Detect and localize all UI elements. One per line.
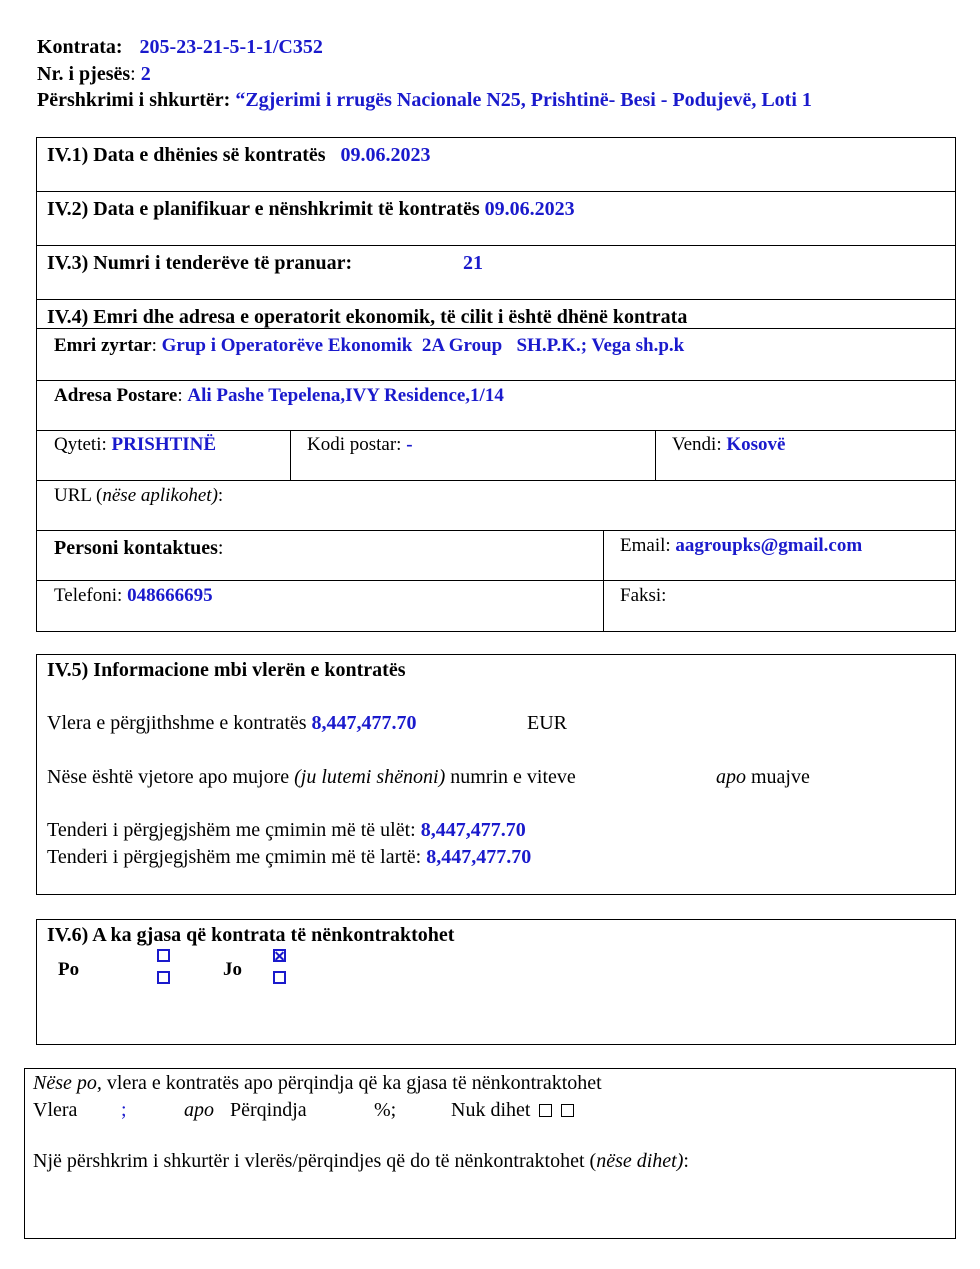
total-value: 8,447,477.70 bbox=[311, 712, 417, 734]
description-value: “Zgjerimi i rrugës Nacionale N25, Prishtinë- Besi - Podujevë, Loti 1 bbox=[235, 89, 812, 111]
postcode-value: - bbox=[406, 434, 413, 455]
no-checkbox-lower[interactable] bbox=[273, 971, 286, 984]
iv3-row bbox=[47, 251, 352, 275]
subcontract-value-label: Vlera bbox=[33, 1099, 78, 1121]
official-name-value: Grup i Operatorëve Ekonomik 2A Group SH.P.K.; Vega sh.p.k bbox=[161, 335, 685, 356]
part-number: 2 bbox=[140, 63, 151, 85]
country-value: Kosovë bbox=[726, 434, 786, 455]
yes-label: Po bbox=[58, 959, 80, 980]
unknown-row bbox=[451, 1098, 574, 1122]
email-cell bbox=[620, 534, 862, 557]
part-label: Nr. i pjesës bbox=[37, 63, 131, 85]
iv1-row bbox=[47, 143, 431, 167]
contract-line bbox=[37, 35, 323, 59]
annual-months: apo muajve bbox=[716, 766, 810, 788]
total-value-row bbox=[47, 711, 417, 735]
iv3-value: 21 bbox=[463, 252, 483, 274]
postal-address-row: Adresa Postare: Ali Pashe Tepelena,IVY Residence,1/14 bbox=[54, 385, 504, 406]
country-cell bbox=[672, 433, 785, 456]
part-line: Nr. i pjesës: 2 bbox=[37, 63, 151, 85]
url-row: URL (nëse aplikohet): bbox=[54, 485, 224, 506]
phone-label: Telefoni: bbox=[54, 585, 123, 606]
yes-checkbox-lower[interactable] bbox=[157, 971, 170, 984]
no-label: Jo bbox=[223, 959, 242, 980]
highest-price-value: 8,447,477.70 bbox=[426, 846, 532, 868]
postal-address-value: Ali Pashe Tepelena,IVY Residence,1/14 bbox=[187, 385, 504, 406]
lowest-price-row bbox=[47, 818, 526, 842]
contract-label: Kontrata: bbox=[37, 36, 123, 58]
currency: EUR bbox=[527, 712, 567, 734]
iv2-label: IV.2) Data e planifikuar e nënshkrimit të kontratës bbox=[47, 198, 480, 220]
contact-person-row: Personi kontaktues: bbox=[54, 537, 224, 559]
iv5-label: IV.5) Informacione mbi vlerën e kontratës bbox=[47, 659, 406, 681]
postcode-cell bbox=[307, 433, 413, 456]
annual-row: Nëse është vjetore apo mujore (ju lutemi shënoni) numrin e viteve bbox=[47, 766, 576, 788]
phone-cell bbox=[54, 584, 213, 607]
subcontract-percent-sign: %; bbox=[374, 1099, 397, 1121]
email-label: Email: bbox=[620, 535, 671, 556]
total-value-label: Vlera e përgjithshme e kontratës bbox=[47, 712, 307, 734]
subcontract-intro: Nëse po, vlera e kontratës apo përqindja që ka gjasa të nënkontraktohet bbox=[33, 1072, 602, 1094]
official-name-label: Emri zyrtar bbox=[54, 335, 152, 356]
highest-price-row bbox=[47, 845, 531, 869]
fax-label: Faksi: bbox=[620, 585, 667, 606]
city-label: Qyteti: bbox=[54, 434, 107, 455]
iv3-label: IV.3) Numri i tenderëve të pranuar: bbox=[47, 252, 353, 274]
subcontract-value-semicolon: ; bbox=[121, 1099, 127, 1121]
yes-checkbox-upper[interactable] bbox=[157, 949, 170, 962]
lowest-price-label: Tenderi i përgjegjshëm me çmimin më të ulët: bbox=[47, 819, 416, 841]
unknown-checkbox-1[interactable] bbox=[539, 1104, 552, 1117]
iv2-value: 09.06.2023 bbox=[484, 198, 575, 220]
contact-person-label: Personi kontaktues bbox=[54, 537, 218, 559]
contract-number: 205-23-21-5-1-1/C352 bbox=[139, 36, 323, 58]
postcode-label: Kodi postar: bbox=[307, 434, 402, 455]
iv6-label: IV.6) A ka gjasa që kontrata të nënkontraktohet bbox=[47, 924, 455, 946]
fax-cell bbox=[620, 584, 666, 607]
postal-address-label: Adresa Postare bbox=[54, 385, 178, 406]
subcontract-description: Një përshkrim i shkurtër i vlerës/përqindjes që do të nënkontraktohet (nëse dihet): bbox=[33, 1150, 689, 1172]
unknown-label: Nuk dihet bbox=[451, 1099, 531, 1121]
unknown-checkbox-2[interactable] bbox=[561, 1104, 574, 1117]
country-label: Vendi: bbox=[672, 434, 722, 455]
subcontract-apo: apo bbox=[184, 1099, 214, 1121]
official-name-row: Emri zyrtar: Grup i Operatorëve Ekonomik 2A Group SH.P.K.; Vega sh.p.k bbox=[54, 335, 685, 356]
phone-value: 048666695 bbox=[127, 585, 213, 606]
email-value: aagroupks@gmail.com bbox=[675, 535, 863, 556]
description-line bbox=[37, 88, 812, 112]
description-label: Përshkrimi i shkurtër: bbox=[37, 89, 231, 111]
iv4-label: IV.4) Emri dhe adresa e operatorit ekonomik, të cilit i është dhënë kontrata bbox=[47, 306, 688, 328]
subcontract-percent-label: Përqindja bbox=[230, 1099, 307, 1121]
highest-price-label: Tenderi i përgjegjshëm me çmimin më të lartë: bbox=[47, 846, 422, 868]
city-value: PRISHTINË bbox=[111, 434, 217, 455]
iv1-value: 09.06.2023 bbox=[340, 144, 431, 166]
lowest-price-value: 8,447,477.70 bbox=[420, 819, 526, 841]
iv1-label: IV.1) Data e dhënies së kontratës bbox=[47, 144, 326, 166]
city-cell bbox=[54, 433, 216, 456]
iv2-row bbox=[47, 197, 575, 221]
no-checkbox-checked[interactable] bbox=[273, 949, 286, 962]
